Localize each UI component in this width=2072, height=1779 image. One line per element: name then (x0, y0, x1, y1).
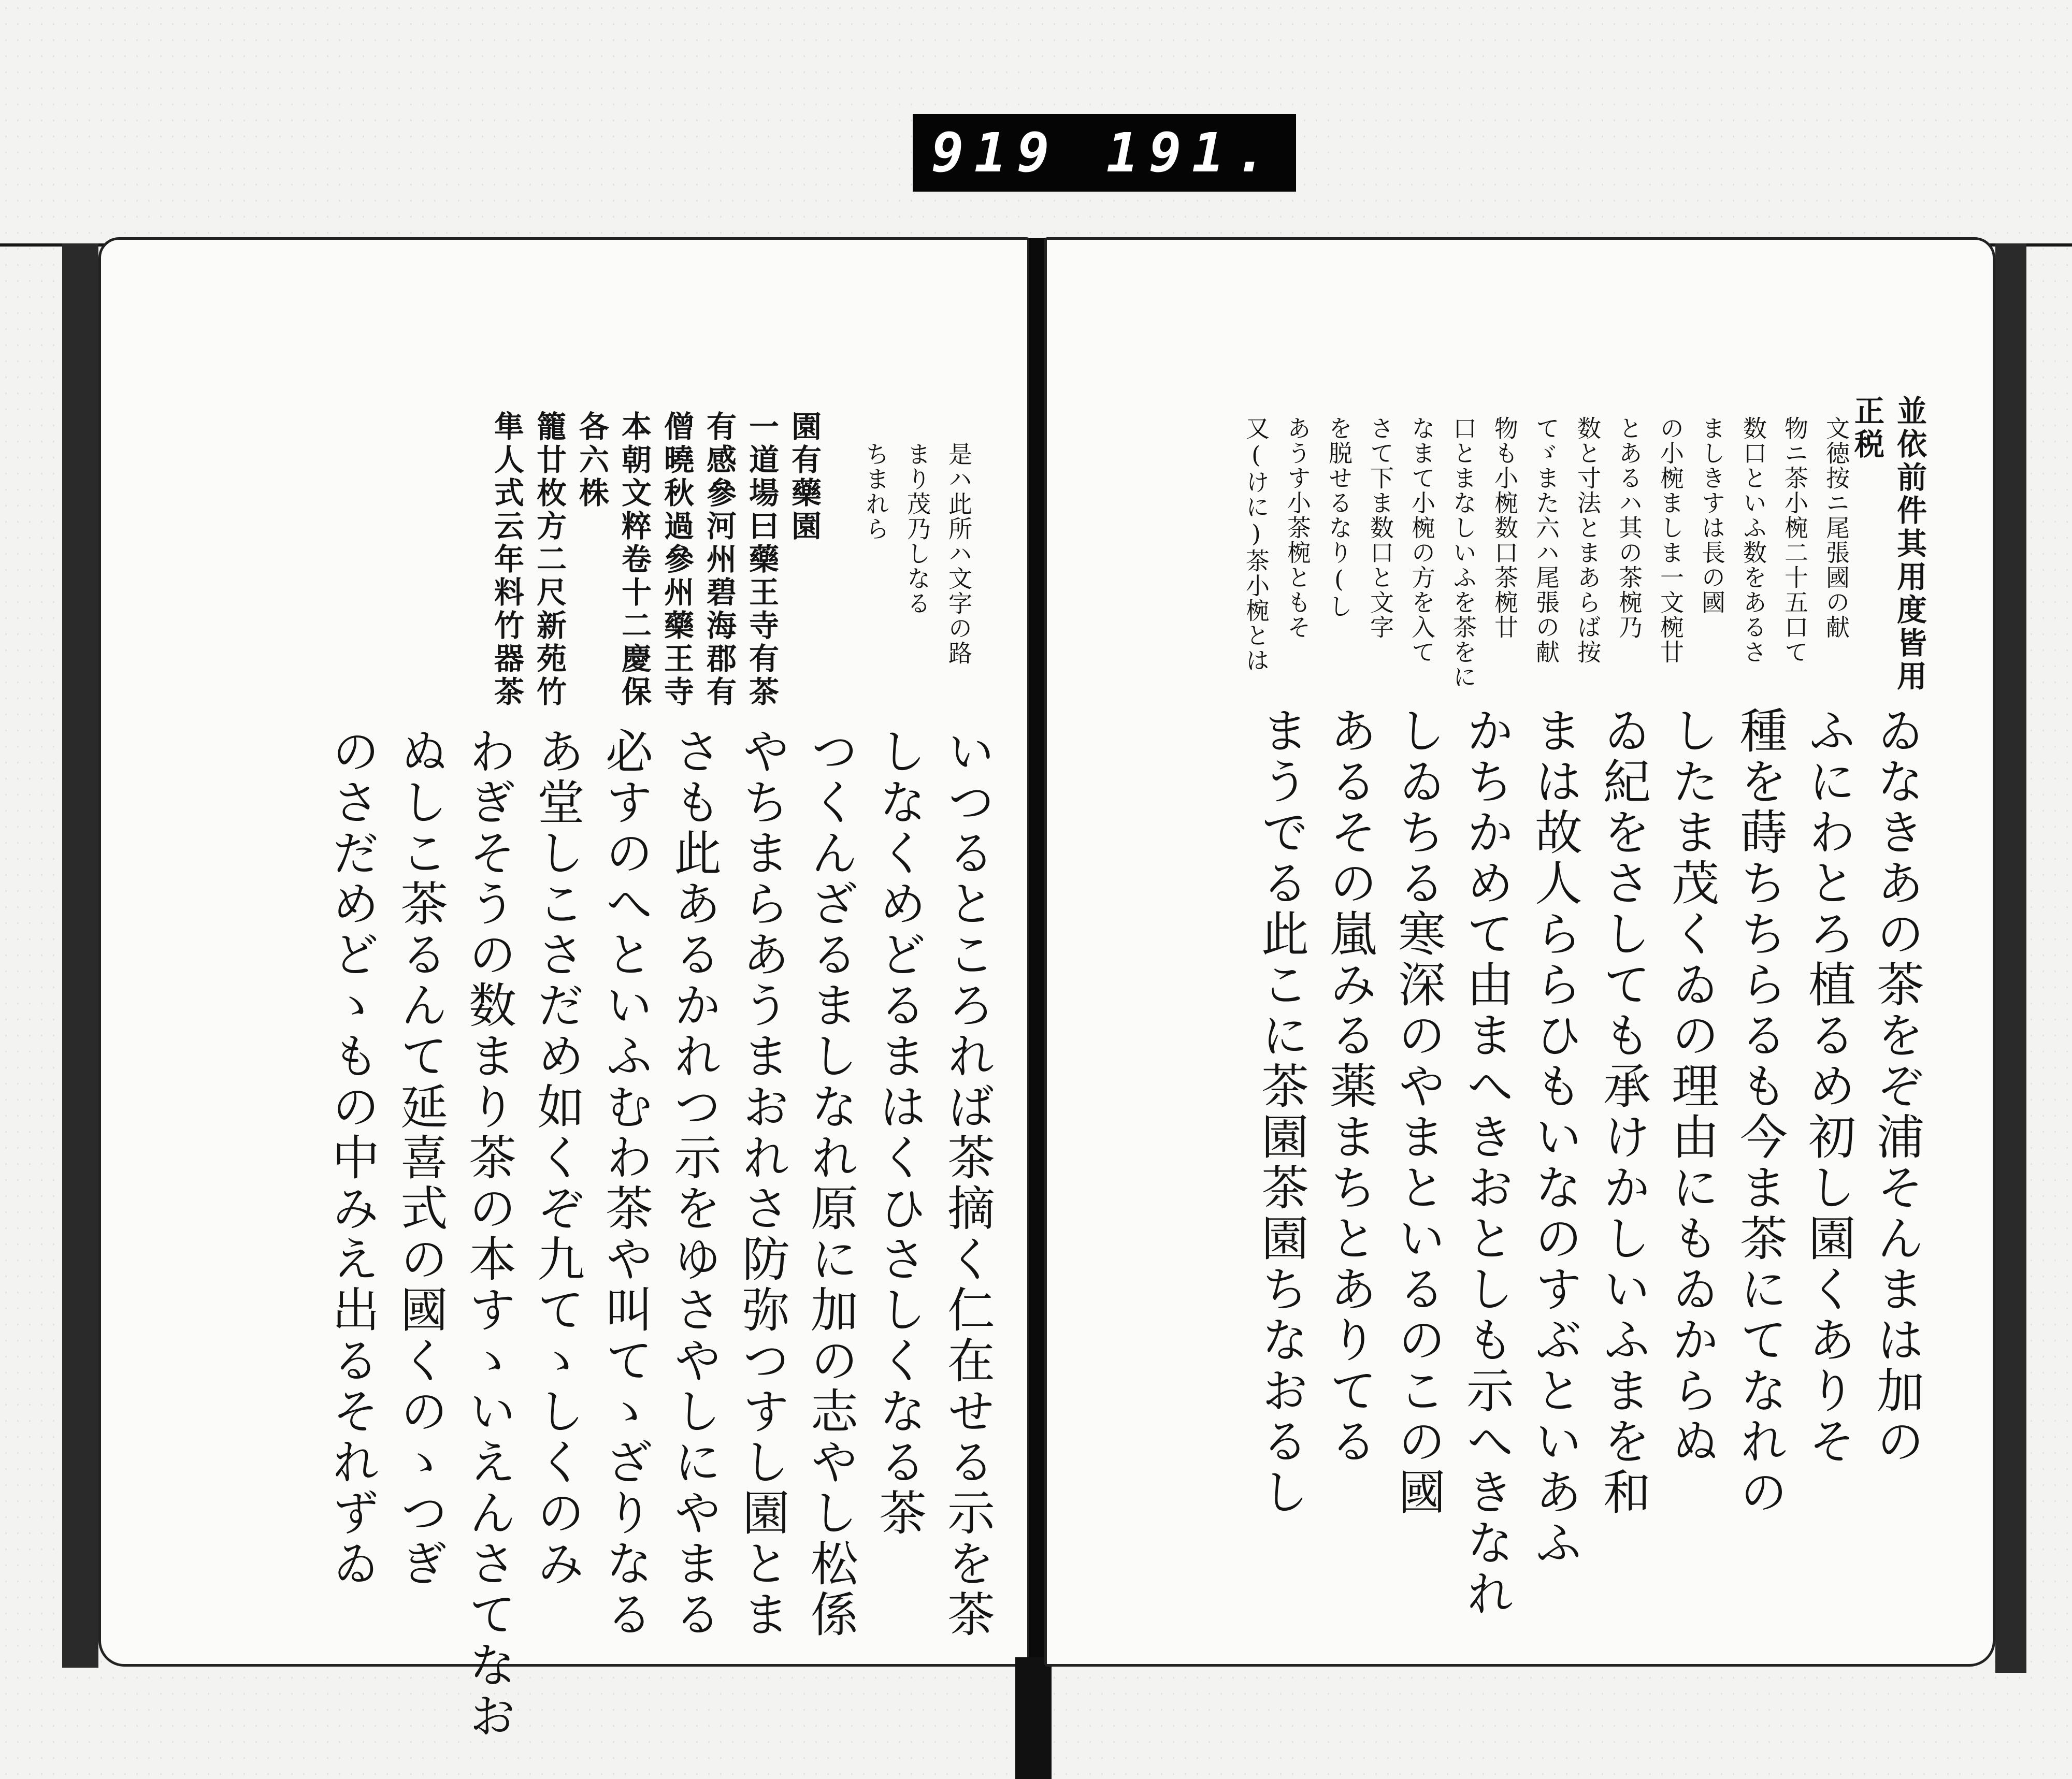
left-book-edge (62, 243, 98, 1668)
right-note-line: ましきすは長の國 (1698, 416, 1726, 615)
left-note-line: ちまれら (862, 442, 890, 541)
printed-line: 各六株 (574, 411, 609, 510)
main-line: ゐなきあの茶をぞ浦そんまは加の (1869, 706, 1924, 1467)
printed-line: 有感參河州碧海郡有 (701, 411, 737, 709)
main-line: わぎそうの数まり茶の本すゝいえんさてなお (461, 727, 516, 1742)
main-line: のさだめどゝもの中みえ出るそれずゐ (324, 727, 380, 1589)
right-note-line: 物も小椀数口茶椀廿 (1491, 416, 1519, 640)
right-note-line: の小椀ましま一文椀廿 (1657, 416, 1685, 664)
main-line: あるその嵐みる薬まちとありてる (1322, 706, 1377, 1467)
right-note-line: 数と寸法とまあらば按 (1574, 416, 1602, 664)
printed-line: 一道場曰藥王寺有茶 (744, 411, 779, 709)
main-line: まうでる此こに茶園茶園ちなおるし (1254, 706, 1309, 1518)
main-line: しなくめどるまはくひさしくなる茶 (871, 727, 927, 1539)
main-line: さも此あるかれつ示をゆさやしにやまる (666, 727, 722, 1640)
main-line: したま茂くゐの理由にもゐからぬ (1664, 706, 1719, 1467)
right-note-line: とあるハ其の茶椀乃 (1615, 416, 1643, 640)
right-note-line: 口とまなしいふを茶をに (1449, 416, 1477, 689)
main-line: しゐちる寒深のやまといるのこの國 (1390, 706, 1446, 1518)
main-line: 必すのへといふむわ茶や叫てゝざりなる (598, 727, 653, 1640)
main-line: かちかめて由まへきおとしも示へきなれ (1459, 706, 1514, 1619)
main-line: ゐ紀をさしても承けかしいふまを和 (1595, 706, 1651, 1518)
right-book-edge (1995, 243, 2026, 1673)
folio-number-left: 919 (931, 121, 1060, 184)
right-main-text (1247, 706, 1931, 1617)
main-line: いつるところれば茶摘く仁在せる示を茶 (940, 727, 995, 1640)
main-line: あ堂しこさだめ如くぞ九てゝしくのみ (529, 727, 585, 1589)
right-note-line: 物ニ茶小椀二十五口て (1781, 416, 1809, 664)
main-line: ぬしこ茶るんて延喜式の國くのゝつぎ (393, 727, 448, 1589)
right-note-line: さて下ま数口と文字 (1366, 416, 1394, 640)
right-note-line: 文徳按ニ尾張國の献 (1822, 416, 1850, 640)
left-note-line: まり茂乃しなる (903, 442, 931, 616)
printed-line: 籠廿枚方二尺新苑竹 (531, 411, 567, 709)
right-note-line: 又(けに)茶小椀とは (1242, 416, 1270, 673)
left-page (98, 237, 1030, 1742)
main-line: やちまらあうまおれさ防弥つすし園とま (735, 727, 790, 1640)
right-note-line: あうす小茶椀ともそ (1284, 416, 1312, 640)
left-main-text (249, 727, 1001, 1742)
right-note-line: てゞまた六ハ尾張の献 (1532, 416, 1560, 664)
main-line: まは故人ららひもいなのすぶといあふ (1527, 706, 1582, 1569)
right-note-line: 数口といふ数をあるさ (1739, 416, 1767, 664)
printed-line: 僧曉秋過參州藥王寺 (659, 411, 694, 709)
main-line: 種を蒔ちちらるも今ま茶にてなれの (1732, 706, 1788, 1518)
printed-line: 園有藥園 (786, 411, 822, 543)
book-gutter (1029, 238, 1045, 1688)
right-note-line: を脱せるなり(し (1325, 416, 1353, 619)
printed-line: 隼人式云年料竹器茶 (489, 411, 524, 709)
main-line: ふにわとろ植るめ初し園くありそ (1801, 706, 1856, 1467)
right-note-line: なまて小椀の方を入て (1408, 416, 1436, 664)
folio-number-right: 191. (1106, 121, 1277, 184)
printed-line: 正税 (1849, 395, 1884, 461)
printed-line: 並依前件其用度皆用 (1892, 395, 1927, 693)
printed-line: 本朝文粹卷十二慶保 (616, 411, 652, 709)
gutter-shadow (1015, 1657, 1052, 1779)
right-page (1044, 237, 1995, 1667)
main-line: つくんざるましなれ原に加の志やし松係 (803, 727, 858, 1640)
left-note-line: 是ハ此所ハ文字の路 (945, 442, 973, 666)
folio-label (913, 114, 1296, 192)
